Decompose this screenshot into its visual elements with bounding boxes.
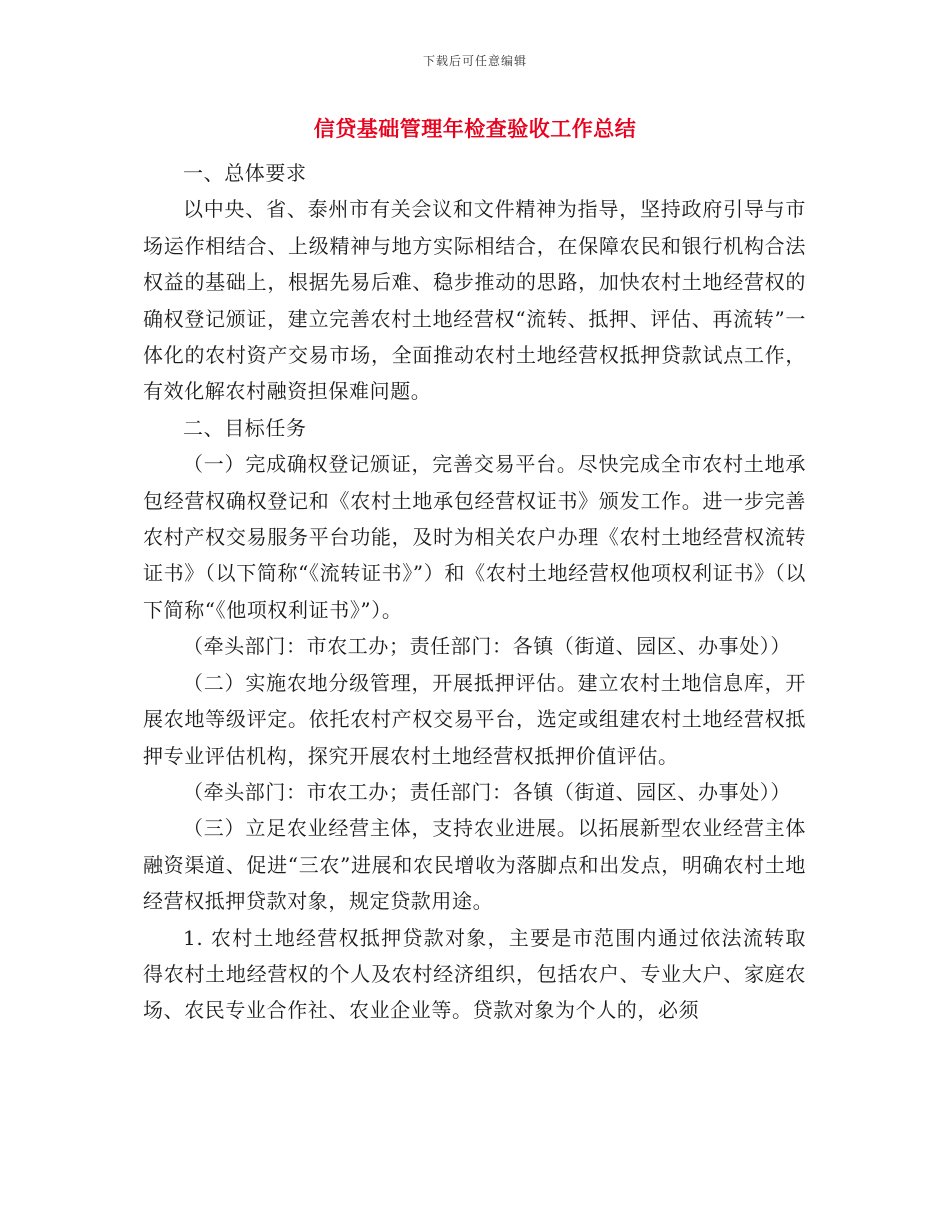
document-title: 信贷基础管理年检查验收工作总结 <box>313 117 637 141</box>
paragraph-responsible-dept-2: （牵头部门：市农工办；责任部门：各镇（街道、园区、办事处）） <box>183 779 791 804</box>
paragraph-responsible-dept-1: （牵头部门：市农工办；责任部门：各镇（街道、园区、办事处）） <box>183 634 791 659</box>
paragraph-task-2: （二）实施农地分级管理，开展抵押评估。建立农村土地信息库，开展农地等级评定。依托农村产权交易平台，选定或组建农村土地经营权抵押专业评估机构，探究开展农村土地经营权抵押价值评估。 <box>143 670 806 768</box>
document-body <box>143 155 806 1029</box>
section-heading-goals-tasks: 二、目标任务 <box>183 415 307 440</box>
paragraph-general-requirements: 以中央、省、泰州市有关会议和文件精神为指导，坚持政府引导与市场运作相结合、上级精神与地方实际相结合，在保障农民和银行机构合法权益的基础上，根据先易后难、稳步推动的思路，加快农村土地经营权的确权登记颁证，建立完善农村土地经营权“流转、抵押、评估、再流转”一体化的农村资产交易市场，全面推动农村土地经营权抵押贷款试点工作，有效化解农村融资担保难问题。 <box>143 197 806 404</box>
paragraph-task-3: （三）立足农业经营主体，支持农业进展。以拓展新型农业经营主体融资渠道、促进“三农”进展和农民增收为落脚点和出发点，明确农村土地经营权抵押贷款对象，规定贷款用途。 <box>143 816 806 914</box>
header-note: 下载后可任意编辑 <box>422 54 527 68</box>
paragraph-item-1: 1. 农村土地经营权抵押贷款对象，主要是市范围内通过依法流转取得农村土地经营权的个人及农村经济组织，包括农户、专业大户、家庭农场、农民专业合作社、农业企业等。贷款对象为个人的，必须 <box>143 925 806 1023</box>
section-heading-general-requirements: 一、总体要求 <box>183 161 307 185</box>
paragraph-task-1: （一）完成确权登记颁证，完善交易平台。尽快完成全市农村土地承包经营权确权登记和《农村土地承包经营权证书》颁发工作。进一步完善农村产权交易服务平台功能，及时为相关农户办理《农村土地经营权流转证书》（以下简称“《流转证书》”）和《农村土地经营权他项权利证书》（以下简称“《他项权利证书》”）。 <box>143 452 806 622</box>
